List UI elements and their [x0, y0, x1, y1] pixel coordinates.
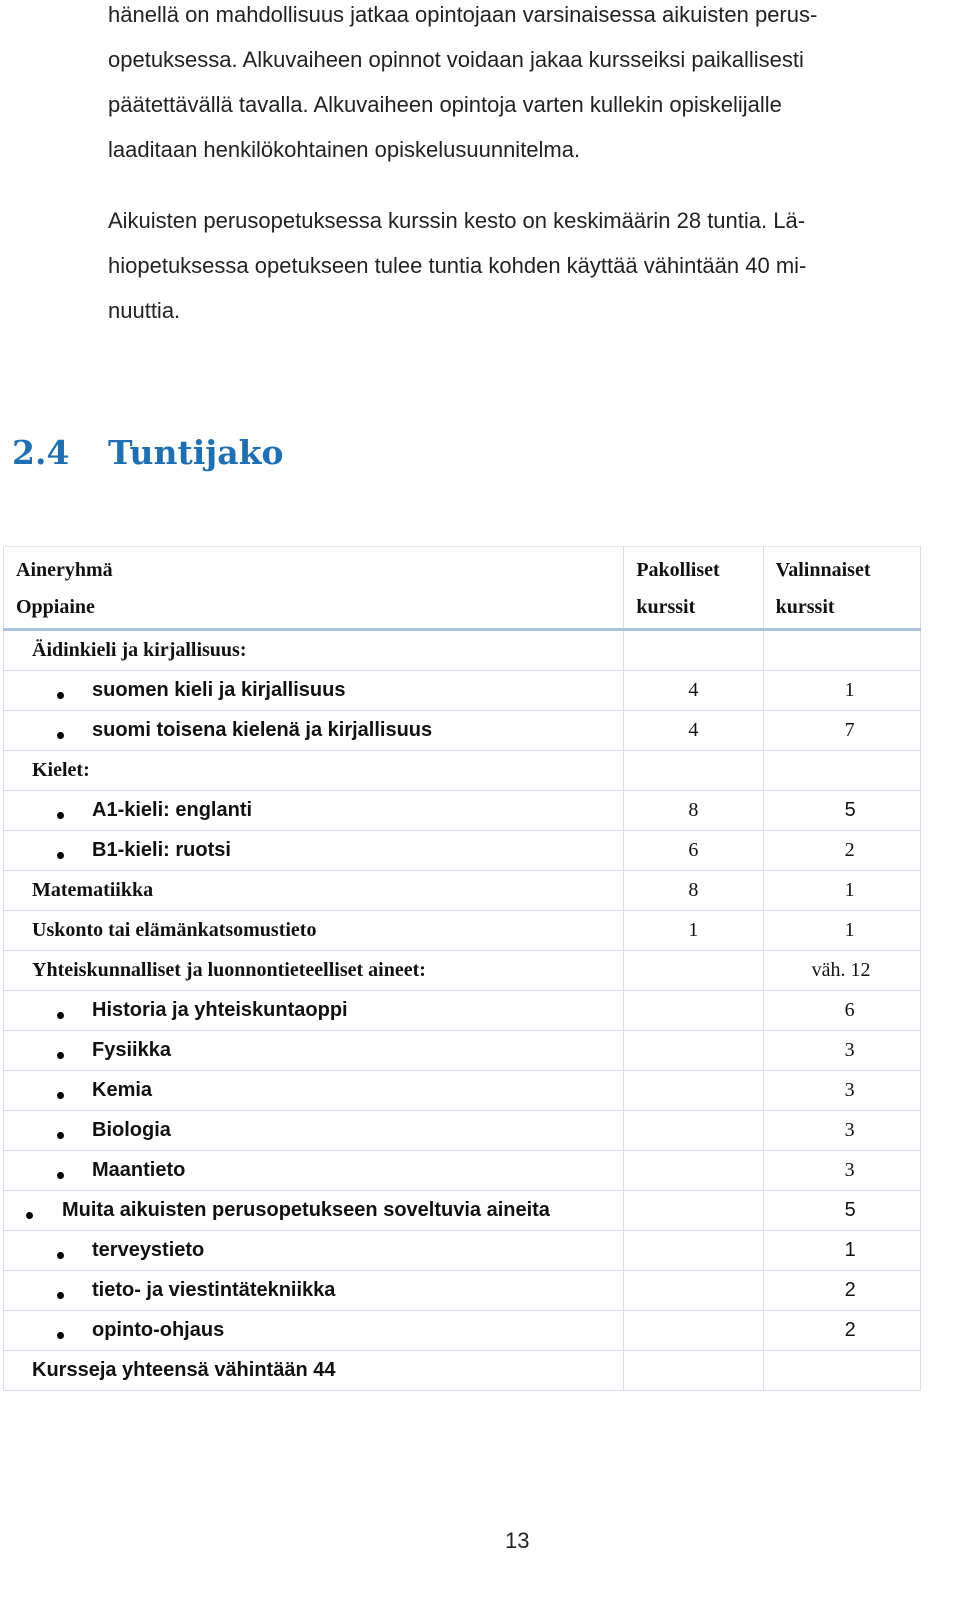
mandatory-courses-cell: [624, 831, 763, 871]
table-row: [4, 630, 921, 671]
mandatory-count: 1: [688, 919, 699, 941]
subject-cell: [4, 911, 624, 951]
table-row: [4, 791, 921, 831]
mandatory-courses-cell: [624, 911, 763, 951]
subject-cell: [4, 1231, 624, 1271]
table-row: [4, 711, 921, 751]
subject-label: Historia ja yhteiskuntaoppi: [92, 999, 348, 1021]
mandatory-courses-cell: [624, 1191, 763, 1231]
mandatory-count: 6: [688, 839, 699, 861]
table-row: [4, 871, 921, 911]
section-title: Tuntijako: [108, 433, 284, 472]
subject-cell: [4, 1111, 624, 1151]
optional-count: 3: [844, 1079, 855, 1101]
table-row: [4, 1311, 921, 1351]
subject-cell: [4, 671, 624, 711]
lesson-distribution-table: [3, 546, 921, 1391]
subject-cell: [4, 1351, 624, 1391]
header-mandatory: Pakolliset kurssit: [624, 547, 763, 630]
subject-cell: [4, 630, 624, 671]
subject-label: opinto-ohjaus: [92, 1319, 225, 1341]
mandatory-courses-cell: [624, 1031, 763, 1071]
optional-courses-cell: [763, 831, 920, 871]
mandatory-courses-cell: [624, 1071, 763, 1111]
subject-label: Maantieto: [92, 1159, 186, 1181]
mandatory-courses-cell: [624, 1311, 763, 1351]
optional-courses-cell: [763, 1351, 920, 1391]
optional-courses-cell: [763, 911, 920, 951]
subject-cell: [4, 1031, 624, 1071]
optional-count: 3: [844, 1159, 855, 1181]
optional-count: 7: [844, 719, 855, 741]
mandatory-courses-cell: [624, 951, 763, 991]
optional-count: 1: [844, 879, 855, 901]
mandatory-courses-cell: [624, 1271, 763, 1311]
mandatory-courses-cell: [624, 751, 763, 791]
header-optional: Valinnaiset kurssit: [763, 547, 920, 630]
table-row: [4, 1271, 921, 1311]
optional-courses-cell: [763, 671, 920, 711]
subject-cell: [4, 831, 624, 871]
table-row: [4, 911, 921, 951]
subject-label: Fysiikka: [92, 1039, 171, 1061]
subject-label: B1-kieli: ruotsi: [92, 839, 231, 861]
mandatory-courses-cell: [624, 791, 763, 831]
subject-label: Muita aikuisten perusopetukseen soveltuvia aineita: [62, 1199, 550, 1221]
group-label: Kielet:: [32, 759, 90, 781]
optional-courses-cell: [763, 1231, 920, 1271]
subject-cell: [4, 951, 624, 991]
table-row: [4, 1031, 921, 1071]
subject-label: Biologia: [92, 1119, 171, 1141]
table-row: [4, 951, 921, 991]
optional-courses-cell: [763, 1071, 920, 1111]
section-heading: [12, 433, 284, 472]
subject-cell: [4, 751, 624, 791]
optional-count: 2: [844, 839, 855, 861]
subject-cell: [4, 1311, 624, 1351]
optional-courses-cell: [763, 751, 920, 791]
optional-count: 5: [844, 1199, 856, 1221]
subject-label: A1-kieli: englanti: [92, 799, 253, 821]
subject-cell: [4, 1271, 624, 1311]
subject-cell: [4, 791, 624, 831]
optional-count: väh. 12: [811, 959, 871, 981]
subject-label: Kemia: [92, 1079, 153, 1101]
table-row: [4, 1351, 921, 1391]
table-row: [4, 1071, 921, 1111]
header-subject-group: Aineryhmä: [16, 559, 113, 581]
table-row: [4, 831, 921, 871]
page-number: 13: [505, 1528, 530, 1553]
optional-courses-cell: [763, 991, 920, 1031]
subject-cell: [4, 871, 624, 911]
mandatory-count: 4: [688, 719, 699, 741]
subject-cell: [4, 1071, 624, 1111]
intro-paragraph: hänellä on mahdollisuus jatkaa opintojaan varsinaisessa aikuisten perus- opetuksessa. Alkuvaiheen opinnot voidaan jakaa kursseiksi paikallisesti päätettävällä tavalla. Alkuvaiheen opintoja varten kullekin opiskelijalle laaditaan henkilökohtainen opiskelusuunnitelma.: [108, 2, 818, 162]
optional-courses-cell: [763, 1311, 920, 1351]
mandatory-courses-cell: [624, 1151, 763, 1191]
optional-courses-cell: [763, 1271, 920, 1311]
optional-count: 1: [844, 679, 855, 701]
total-label: Kursseja yhteensä vähintään 44: [32, 1359, 336, 1381]
subject-label: suomen kieli ja kirjallisuus: [92, 679, 346, 701]
subject-label: terveystieto: [92, 1239, 205, 1261]
optional-count: 5: [844, 799, 856, 821]
table-row: [4, 1111, 921, 1151]
group-label: Äidinkieli ja kirjallisuus:: [32, 639, 247, 661]
optional-courses-cell: [763, 711, 920, 751]
section-number: 2.4: [12, 433, 70, 472]
subject-cell: [4, 991, 624, 1031]
optional-count: 3: [844, 1119, 855, 1141]
optional-courses-cell: [763, 1111, 920, 1151]
table-row: [4, 671, 921, 711]
subject-cell: [4, 1151, 624, 1191]
mandatory-courses-cell: [624, 630, 763, 671]
optional-courses-cell: [763, 1191, 920, 1231]
mandatory-courses-cell: [624, 671, 763, 711]
header-subject-name: Oppiaine: [16, 596, 95, 618]
subject-cell: [4, 1191, 624, 1231]
mandatory-count: 4: [688, 679, 699, 701]
mandatory-count: 8: [688, 879, 699, 901]
optional-count: 6: [844, 999, 855, 1021]
table-row: [4, 1231, 921, 1271]
table-row: [4, 1191, 921, 1231]
optional-courses-cell: [763, 791, 920, 831]
mandatory-count: 8: [688, 799, 699, 821]
table-row: [4, 751, 921, 791]
mandatory-courses-cell: [624, 1351, 763, 1391]
subject-cell: [4, 711, 624, 751]
optional-courses-cell: [763, 1151, 920, 1191]
optional-courses-cell: [763, 951, 920, 991]
mandatory-courses-cell: [624, 711, 763, 751]
optional-count: 3: [844, 1039, 855, 1061]
subject-label: tieto- ja viestintätekniikka: [92, 1279, 336, 1301]
optional-courses-cell: [763, 1031, 920, 1071]
subject-label: suomi toisena kielenä ja kirjallisuus: [92, 719, 433, 741]
header-subject: [4, 547, 624, 630]
mandatory-courses-cell: [624, 1231, 763, 1271]
group-label: Yhteiskunnalliset ja luonnontieteelliset aineet:: [32, 959, 426, 981]
mandatory-courses-cell: [624, 991, 763, 1031]
mandatory-courses-cell: [624, 1111, 763, 1151]
table-row: [4, 1151, 921, 1191]
table-row: [4, 991, 921, 1031]
optional-count: 2: [844, 1319, 856, 1341]
group-label: Matematiikka: [32, 879, 154, 901]
table-header-row: [4, 547, 921, 630]
mandatory-courses-cell: [624, 871, 763, 911]
optional-courses-cell: [763, 630, 920, 671]
optional-courses-cell: [763, 871, 920, 911]
course-length-paragraph: Aikuisten perusopetuksessa kurssin kesto on keskimäärin 28 tuntia. Lä- hiopetuksessa opetukseen tulee tuntia kohden käyttää vähintään 40 mi- nuuttia.: [108, 208, 807, 323]
optional-count: 1: [844, 1239, 856, 1261]
group-label: Uskonto tai elämänkatsomustieto: [32, 919, 317, 941]
optional-count: 2: [844, 1279, 856, 1301]
optional-count: 1: [844, 919, 855, 941]
